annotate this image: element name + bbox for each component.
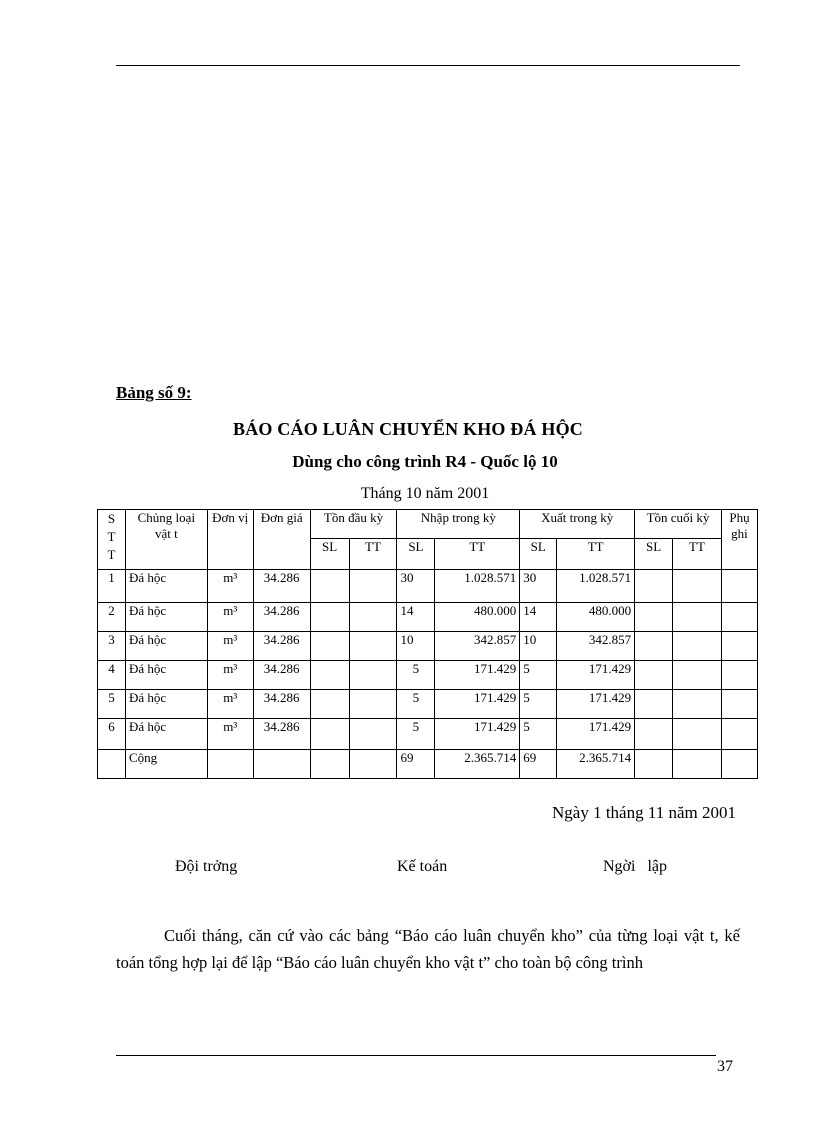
cell-unit: m³ [207, 719, 253, 750]
footer-rule [116, 1055, 716, 1056]
total-stt [98, 750, 126, 779]
cell-import-sl: 5 [397, 661, 435, 690]
cell-note [721, 719, 757, 750]
cell-import-sl: 5 [397, 690, 435, 719]
cell-unit: m³ [207, 661, 253, 690]
header-export-sl: SL [520, 539, 557, 570]
signature-preparer: Ngời lập [603, 858, 668, 875]
header-price: Đơn giá [253, 510, 310, 570]
inventory-table [97, 509, 758, 779]
total-import-tt: 2.365.714 [435, 750, 520, 779]
total-label: Cộng [125, 750, 207, 779]
cell-opening-sl [310, 603, 349, 632]
signature-accountant: Kế toán [397, 858, 448, 875]
cell-note [721, 603, 757, 632]
cell-closing-tt [673, 603, 722, 632]
cell-export-tt: 342.857 [557, 632, 635, 661]
cell-export-sl: 5 [520, 719, 557, 750]
cell-price: 34.286 [253, 632, 310, 661]
cell-price: 34.286 [253, 661, 310, 690]
cell-closing-tt [673, 632, 722, 661]
table-row [98, 719, 758, 750]
cell-import-sl: 10 [397, 632, 435, 661]
header-opening-sl: SL [310, 539, 349, 570]
total-import-sl: 69 [397, 750, 435, 779]
cell-opening-sl [310, 661, 349, 690]
cell-export-tt: 171.429 [557, 719, 635, 750]
cell-note [721, 570, 757, 603]
cell-closing-sl [635, 603, 673, 632]
cell-export-tt: 480.000 [557, 603, 635, 632]
cell-price: 34.286 [253, 603, 310, 632]
cell-export-sl: 30 [520, 570, 557, 603]
cell-import-tt: 480.000 [435, 603, 520, 632]
header-unit: Đơn vị [207, 510, 253, 570]
cell-import-tt: 171.429 [435, 690, 520, 719]
cell-closing-tt [673, 719, 722, 750]
cell-opening-tt [349, 690, 397, 719]
total-closing-sl [635, 750, 673, 779]
cell-opening-tt [349, 603, 397, 632]
cell-type: Đá hộc [125, 690, 207, 719]
header-closing-tt: TT [673, 539, 722, 570]
cell-note [721, 690, 757, 719]
cell-closing-tt [673, 570, 722, 603]
cell-export-tt: 1.028.571 [557, 570, 635, 603]
header-opening: Tồn đầu kỳ [310, 510, 397, 539]
cell-opening-sl [310, 632, 349, 661]
cell-opening-tt [349, 570, 397, 603]
cell-import-tt: 171.429 [435, 661, 520, 690]
table-row [98, 603, 758, 632]
cell-price: 34.286 [253, 719, 310, 750]
cell-closing-tt [673, 690, 722, 719]
total-note [721, 750, 757, 779]
cell-export-tt: 171.429 [557, 661, 635, 690]
cell-unit: m³ [207, 603, 253, 632]
cell-unit: m³ [207, 570, 253, 603]
cell-export-sl: 14 [520, 603, 557, 632]
cell-import-sl: 14 [397, 603, 435, 632]
cell-stt: 1 [98, 570, 126, 603]
cell-opening-sl [310, 690, 349, 719]
cell-opening-tt [349, 719, 397, 750]
header-stt: S T T [98, 510, 126, 570]
cell-closing-sl [635, 661, 673, 690]
cell-unit: m³ [207, 632, 253, 661]
cell-unit: m³ [207, 690, 253, 719]
page-number: 37 [717, 1058, 733, 1075]
header-closing-sl: SL [635, 539, 673, 570]
cell-closing-sl [635, 690, 673, 719]
signature-team-leader: Đội trởng [175, 858, 238, 875]
total-opening-tt [349, 750, 397, 779]
cell-price: 34.286 [253, 570, 310, 603]
header-opening-tt: TT [349, 539, 397, 570]
cell-export-sl: 5 [520, 661, 557, 690]
cell-stt: 4 [98, 661, 126, 690]
cell-stt: 2 [98, 603, 126, 632]
table-row [98, 570, 758, 603]
table-row [98, 661, 758, 690]
table-row [98, 632, 758, 661]
cell-opening-tt [349, 632, 397, 661]
cell-closing-tt [673, 661, 722, 690]
cell-closing-sl [635, 632, 673, 661]
cell-type: Đá hộc [125, 632, 207, 661]
header-rule [116, 65, 740, 66]
cell-export-sl: 5 [520, 690, 557, 719]
header-export: Xuất trong kỳ [520, 510, 635, 539]
header-closing: Tồn cuối kỳ [635, 510, 722, 539]
cell-type: Đá hộc [125, 661, 207, 690]
header-row-1 [98, 510, 758, 539]
header-type: Chủng loại vật t [125, 510, 207, 570]
cell-stt: 5 [98, 690, 126, 719]
total-export-sl: 69 [520, 750, 557, 779]
cell-type: Đá hộc [125, 570, 207, 603]
cell-opening-tt [349, 661, 397, 690]
header-export-tt: TT [557, 539, 635, 570]
cell-import-sl: 5 [397, 719, 435, 750]
total-row [98, 750, 758, 779]
cell-note [721, 632, 757, 661]
header-note: Phụ ghi [721, 510, 757, 570]
cell-closing-sl [635, 719, 673, 750]
cell-stt: 3 [98, 632, 126, 661]
total-export-tt: 2.365.714 [557, 750, 635, 779]
total-closing-tt [673, 750, 722, 779]
cell-price: 34.286 [253, 690, 310, 719]
table-row [98, 690, 758, 719]
header-import-sl: SL [397, 539, 435, 570]
header-import-tt: TT [435, 539, 520, 570]
cell-import-sl: 30 [397, 570, 435, 603]
cell-opening-sl [310, 570, 349, 603]
total-unit [207, 750, 253, 779]
body-paragraph-text: Cuối tháng, căn cứ vào các bảng “Báo cáo luân chuyển kho” của từng loại vật t, kế toán tổng hợp lại để lập “Báo cáo luân chuyển kho vật t” cho toàn bộ công trình [116, 926, 740, 972]
cell-note [721, 661, 757, 690]
cell-closing-sl [635, 570, 673, 603]
cell-export-sl: 10 [520, 632, 557, 661]
cell-import-tt: 1.028.571 [435, 570, 520, 603]
cell-stt: 6 [98, 719, 126, 750]
report-title: BÁO CÁO LUÂN CHUYỂN KHO ĐÁ HỘC [232, 419, 583, 439]
report-period: Tháng 10 năm 2001 [360, 485, 490, 502]
cell-type: Đá hộc [125, 603, 207, 632]
cell-opening-sl [310, 719, 349, 750]
report-date: Ngày 1 tháng 11 năm 2001 [552, 803, 736, 822]
body-paragraph [116, 922, 740, 976]
total-opening-sl [310, 750, 349, 779]
cell-import-tt: 171.429 [435, 719, 520, 750]
report-subtitle: Dùng cho công trình R4 - Quốc lộ 10 [292, 452, 558, 471]
table-caption: Bảng số 9: [116, 383, 192, 402]
total-price [253, 750, 310, 779]
cell-export-tt: 171.429 [557, 690, 635, 719]
cell-import-tt: 342.857 [435, 632, 520, 661]
header-import: Nhập trong kỳ [397, 510, 520, 539]
cell-type: Đá hộc [125, 719, 207, 750]
